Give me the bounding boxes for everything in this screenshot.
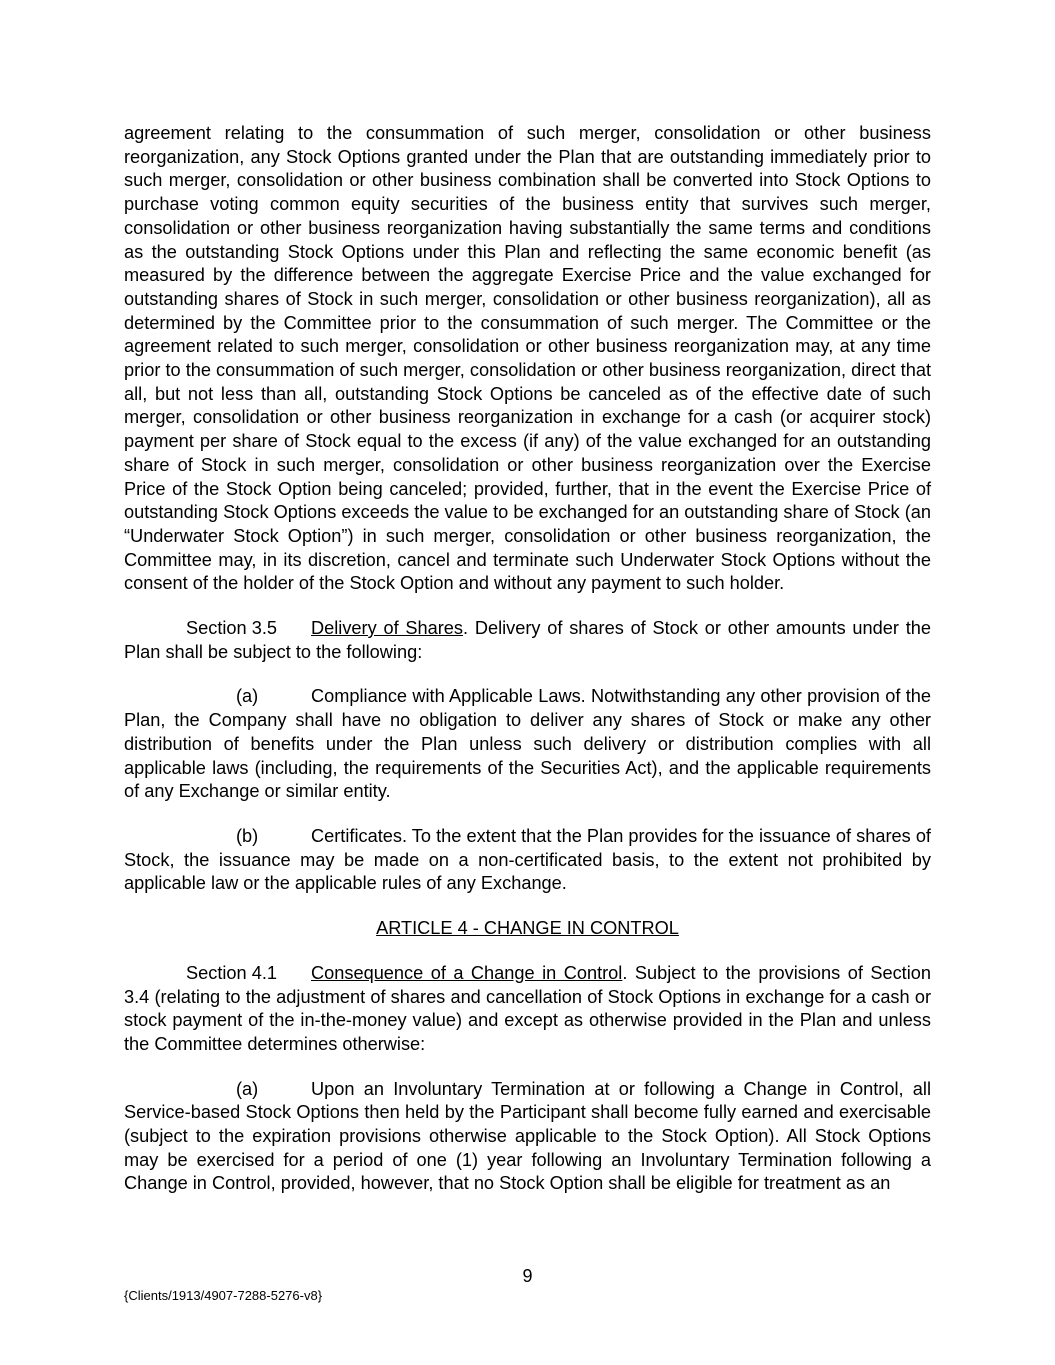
section-4-1-a-text: Upon an Involuntary Termination at or following a Change in Control, all Service-based Stock Options then held by the Participant shall become fully earned and exercisable (subject to the expiration provisions otherwise applicable to the Stock Option). All Stock Options may be exercised for a period of one (1) year following an Involuntary Termination following a Change in Control, provided, however, that no Stock Option shall be eligible for treatment as an: [124, 1078, 931, 1194]
article-4-title: ARTICLE 4 - CHANGE IN CONTROL: [376, 918, 679, 939]
page-number: 9: [522, 1266, 533, 1286]
section-3-5-a: [124, 685, 931, 804]
section-4-1-number: Section 4.1: [186, 962, 277, 983]
section-3-5-b: [124, 825, 931, 896]
section-4-1-title: Consequence of a Change in Control: [311, 962, 623, 983]
section-3-5: [124, 617, 931, 664]
section-4-1: [124, 962, 931, 1057]
section-3-5-b-text: Certificates. To the extent that the Plan provides for the issuance of shares of Stock, the issuance may be made on a non-certificated basis, to the extent not prohibited by applicable law or the applicable rules of any Exchange.: [124, 825, 931, 894]
document-page: [124, 122, 931, 1196]
section-3-5-title: Delivery of Shares: [311, 618, 464, 639]
section-3-5-a-label: (a): [236, 686, 259, 707]
section-3-5-a-text: Compliance with Applicable Laws. Notwithstanding any other provision of the Plan, the Company shall have no obligation to deliver any shares of Stock or make any other distribution of benefits under the Plan unless such delivery or distribution complies with all applicable laws (including, the requirements of the Securities Act), and the applicable requirements of any Exchange or similar entity.: [124, 686, 931, 802]
footer-document-id: {Clients/1913/4907-7288-5276-v8}: [124, 1288, 323, 1303]
section-4-1-text: . Subject to the provisions of Section 3.4 (relating to the adjustment of shares and cancellation of Stock Options in exchange for a cash or stock payment of the in-the-money value) and except as otherwise provided in the Plan and unless the Committee determines otherwise:: [124, 962, 931, 1054]
section-3-5-number: Section 3.5: [186, 618, 277, 639]
section-3-5-b-label: (b): [236, 825, 259, 846]
article-4-heading: [124, 917, 931, 941]
paragraph-merger-continuation: agreement relating to the consummation of such merger, consolidation or other business reorganization, any Stock Options granted under the Plan that are outstanding immediately prior to such merger, consolidation or other business combination shall be converted into Stock Options to purchase voting common equity securities of the business entity that survives such merger, consolidation or other business reorganization having substantially the same terms and conditions as the outstanding Stock Options under this Plan and reflecting the same economic benefit (as measured by the difference between the aggregate Exercise Price and the value exchanged for outstanding shares of Stock in such merger, consolidation or other business reorganization), all as determined by the Committee prior to the consummation of such merger. The Committee or the agreement related to such merger, consolidation or other business reorganization may, at any time prior to the consummation of such merger, consolidation or other business reorganization, direct that all, but not less than all, outstanding Stock Options be canceled as of the effective date of such merger, consolidation or other business reorganization in exchange for a cash (or acquirer stock) payment per share of Stock equal to the excess (if any) of the value exchanged for an outstanding share of Stock in such merger, consolidation or other business reorganization over the Exercise Price of the Stock Option being canceled; provided, further, that in the event the Exercise Price of outstanding Stock Options exceeds the value to be exchanged for an outstanding share of Stock (an “Underwater Stock Option”) in such merger, consolidation or other business reorganization, the Committee may, in its discretion, cancel and terminate such Underwater Stock Options without the consent of the holder of the Stock Option and without any payment to such holder.: [124, 123, 931, 594]
section-4-1-a-label: (a): [236, 1078, 259, 1099]
section-4-1-a: [124, 1078, 931, 1197]
section-3-5-text: . Delivery of shares of Stock or other amounts under the Plan shall be subject to the following:: [124, 618, 931, 662]
